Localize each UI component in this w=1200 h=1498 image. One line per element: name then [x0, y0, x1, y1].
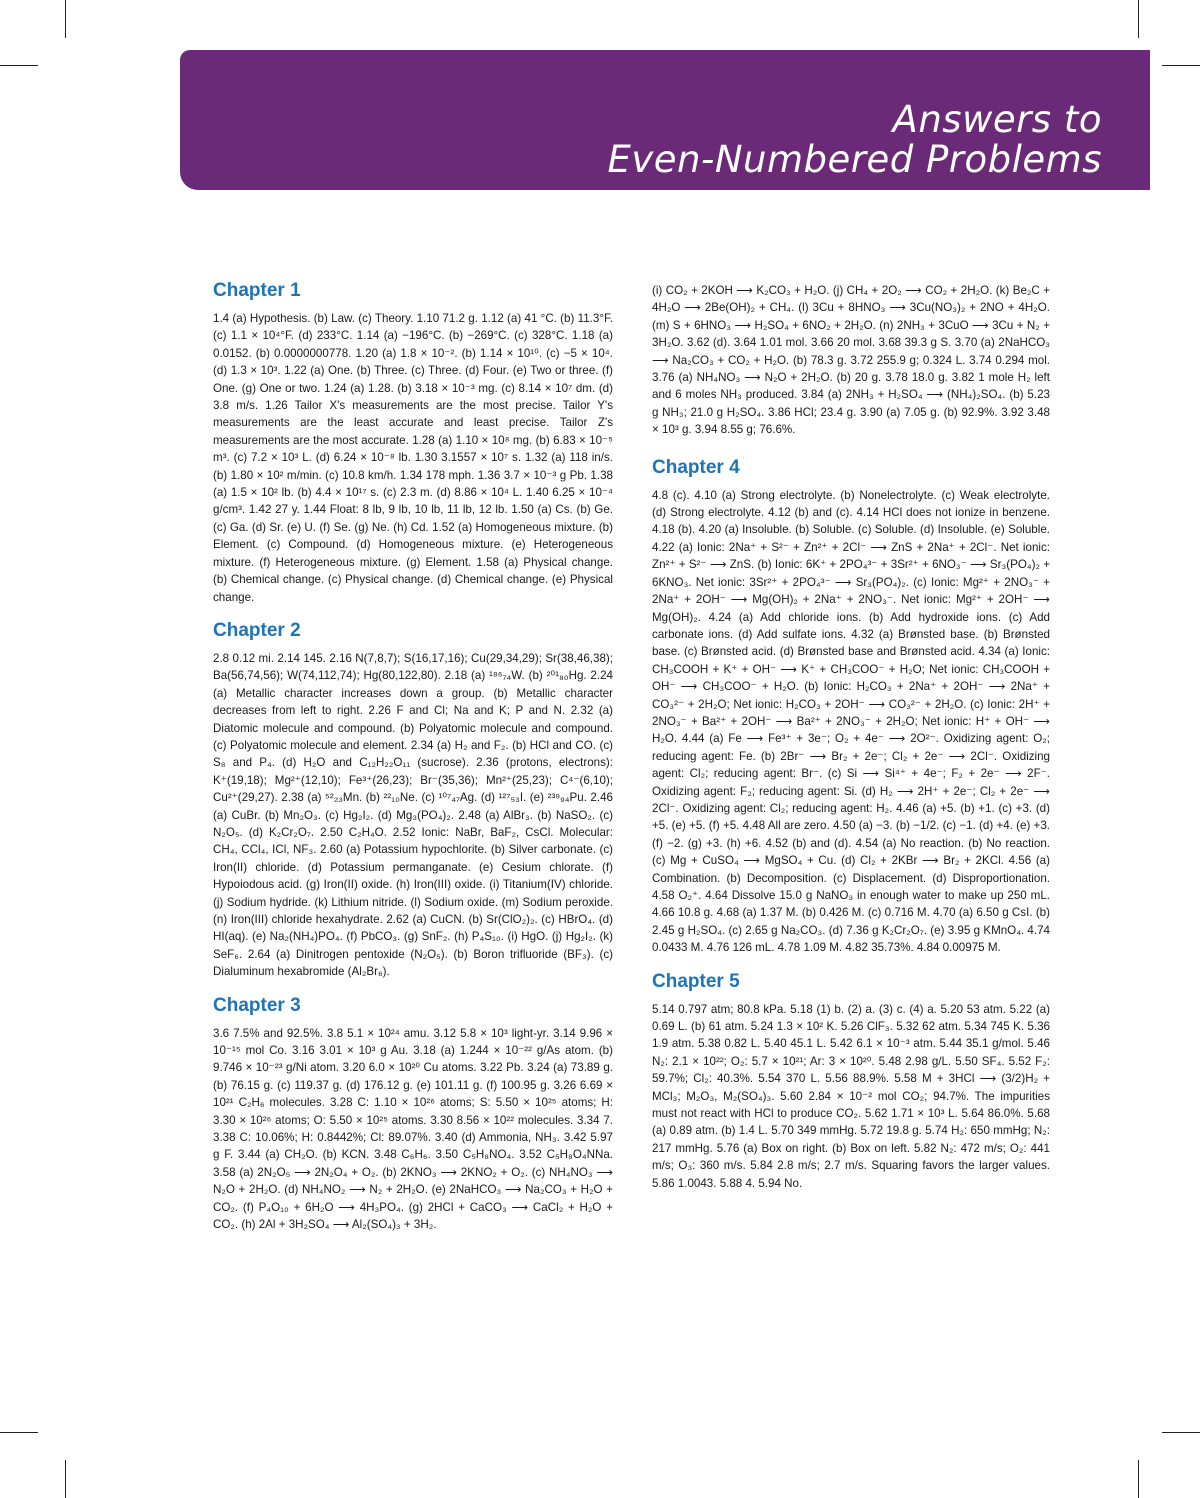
chapter-4-section — [652, 457, 1050, 957]
chapter-3-section — [213, 995, 613, 1234]
page-title-line1: Answers to — [892, 98, 1102, 141]
chapter-heading: Chapter 5 — [652, 970, 740, 992]
chapter-answers: 5.14 0.797 atm; 80.8 kPa. 5.18 (1) b. (2) a. (3) c. (4) a. 5.20 53 atm. 5.22 (a) 0.69 L. (b) 61 atm. 5.24 1.3 × 10² K. 5.26 ClF₃. 5.32 62 atm. 5.34 745 K. 5.36 1.9 atm. 5.38 0.82 L. 5.40 45.1 L. 5.42 6.1 × 10⁻³ atm. 5.44 35.1 g/mol. 5.46 N₂: 2.1 × 10²²; O₂: 5.7 × 10²¹; Ar: 3 × 10²⁰. 5.48 2.98 g/L. 5.50 SF₄. 5.52 F₂: 59.7%; Cl₂: 40.3%. 5.54 370 L. 5.56 88.9%. 5.58 M + 3HCl ⟶ (3/2)H₂ + MCl₃; M₂O₃, M₂(SO₄)₃. 5.60 2.84 × 10⁻² mol CO₂; 94.7%. The impurities must not react with HCl to produce CO₂. 5.62 1.71 × 10³ L. 5.64 86.0%. 5.68 (a) 0.89 atm. (b) 1.4 L. 5.70 349 mmHg. 5.72 19.8 g. 5.74 H₂: 650 mmHg; N₂: 217 mmHg. 5.76 (a) Box on right. (b) Box on left. 5.82 N₂: 472 m/s; O₂: 441 m/s; O₃: 360 m/s. 5.84 2.8 m/s; 2.7 m/s. Squaring favors the larger values. 5.86 1.0043. 5.88 4. 5.94 No. — [652, 1002, 1050, 1190]
chapter-heading: Chapter 2 — [213, 619, 301, 641]
chapter-heading: Chapter 3 — [213, 994, 301, 1016]
crop-mark — [0, 1432, 38, 1433]
crop-mark — [1138, 1460, 1139, 1498]
chapter-heading: Chapter 1 — [213, 280, 301, 301]
right-column — [652, 282, 1050, 1206]
crop-mark — [65, 0, 66, 38]
chapter-answers: 4.8 (c). 4.10 (a) Strong electrolyte. (b) Nonelectrolyte. (c) Weak electrolyte. (d) Strong electrolyte. 4.12 (b) and (c). 4.14 HCl does not ionize in benzene. 4.18 (b). 4.20 (a) Insoluble. (b) Soluble. (c) Soluble. (d) Insoluble. (e) Soluble. 4.22 (a) Ionic: 2Na⁺ + S²⁻ + Zn²⁺ + 2Cl⁻ ⟶ ZnS + 2Na⁺ + 2Cl⁻. Net ionic: Zn²⁺ + S²⁻ ⟶ ZnS. (b) Ionic: 6K⁺ + 2PO₄³⁻ + 3Sr²⁺ + 6NO₃⁻ ⟶ Sr₃(PO₄)₂ + 6KNO₃. Net ionic: 3Sr²⁺ + 2PO₄³⁻ ⟶ Sr₃(PO₄)₂. (c) Ionic: Mg²⁺ + 2NO₃⁻ + 2Na⁺ + 2OH⁻ ⟶ Mg(OH)₂ + 2Na⁺ + 2NO₃⁻. Net ionic: Mg²⁺ + 2OH⁻ ⟶ Mg(OH)₂. 4.24 (a) Add chloride ions. (b) Add hydroxide ions. (c) Add carbonate ions. (d) Add sulfate ions. 4.32 (a) Brønsted base. (b) Brønsted base. (c) Brønsted acid. (d) Brønsted base and Brønsted acid. 4.34 (a) Ionic: CH₃COOH + K⁺ + OH⁻ ⟶ K⁺ + CH₃COO⁻ + H₂O; Net ionic: CH₃COOH + OH⁻ ⟶ CH₃COO⁻ + H₂O. (b) Ionic: H₂CO₃ + 2Na⁺ + 2OH⁻ ⟶ 2Na⁺ + CO₃²⁻ + 2H₂O; Net ionic: H₂CO₃ + 2OH⁻ ⟶ CO₃²⁻ + 2H₂O. (c) Ionic: 2H⁺ + 2NO₃⁻ + Ba²⁺ + 2OH⁻ ⟶ Ba²⁺ + 2NO₃⁻ + 2H₂O; Net ionic: H⁺ + OH⁻ ⟶ H₂O. 4.44 (a) Fe ⟶ Fe³⁺ + 3e⁻; O₂ + 4e⁻ ⟶ 2O²⁻. Oxidizing agent: O₂; reducing agent: Fe. (b) 2Br⁻ ⟶ Br₂ + 2e⁻; Cl₂ + 2e⁻ ⟶ 2Cl⁻. Oxidizing agent: Cl₂; reducing agent: Br⁻. (c) Si ⟶ Si⁴⁺ + 4e⁻; F₂ + 2e⁻ ⟶ 2F⁻. Oxidizing agent: F₂; reducing agent: Si. (d) H₂ ⟶ 2H⁺ + 2e⁻; Cl₂ + 2e⁻ ⟶ 2Cl⁻. Oxidizing agent: Cl₂; reducing agent: H₂. 4.46 (a) +5. (b) +1. (c) +3. (d) +5. (e) +5. (f) +5. 4.48 All are zero. 4.50 (a) −3. (b) −1/2. (c) −1. (d) +4. (e) +3. (f) −2. (g) +3. (h) +6. 4.52 (b) and (d). 4.54 (a) No reaction. (b) No reaction. (c) Mg + CuSO₄ ⟶ MgSO₄ + Cu. (d) Cl₂ + 2KBr ⟶ Br₂ + 2KCl. 4.56 (a) Combination. (b) Decomposition. (c) Displacement. (d) Disproportionation. 4.58 O₂⁺. 4.64 Dissolve 15.0 g NaNO₃ in enough water to make up 250 mL. 4.66 10.8 g. 4.68 (a) 1.37 M. (b) 0.426 M. (c) 0.716 M. 4.70 (a) 6.50 g CsI. (b) 2.45 g H₂SO₄. (c) 2.65 g Na₂CO₃. (d) 7.36 g K₂Cr₂O₇. (e) 3.95 g KMnO₄. 4.74 0.0433 M. 4.76 126 mL. 4.78 1.09 M. 4.82 35.73%. 4.84 0.00975 M. — [652, 488, 1050, 955]
chapter-5-section — [652, 971, 1050, 1192]
page-title-line2: Even-Numbered Problems — [607, 138, 1102, 181]
crop-mark — [1162, 1432, 1200, 1433]
chapter-1-section — [213, 280, 613, 606]
chapter-heading: Chapter 4 — [652, 456, 740, 478]
crop-mark — [65, 1460, 66, 1498]
crop-mark — [1138, 0, 1139, 38]
chapter-answers: 3.6 7.5% and 92.5%. 3.8 5.1 × 10²⁴ amu. 3.12 5.8 × 10³ light-yr. 3.14 9.96 × 10⁻¹⁵ mol Co. 3.16 3.01 × 10³ g Au. 3.18 (a) 1.244 × 10⁻²² g/As atom. (b) 9.746 × 10⁻²³ g/Ni atom. 3.20 6.0 × 10²⁰ Cu atoms. 3.22 Pb. 3.24 (a) 73.89 g. (b) 76.15 g. (c) 119.37 g. (d) 176.12 g. (e) 101.11 g. (f) 100.95 g. 3.26 6.69 × 10²¹ C₂H₆ molecules. 3.28 C: 1.10 × 10²⁶ atoms; S: 5.50 × 10²⁵ atoms; H: 3.30 × 10²⁶ atoms; O: 5.50 × 10²⁵ atoms. 3.30 8.56 × 10²² molecules. 3.34 7. 3.38 C: 10.06%; H: 0.8442%; Cl: 89.07%. 3.40 (d) Ammonia, NH₃. 3.42 5.97 g F. 3.44 (a) CH₂O. (b) KCN. 3.48 C₆H₆. 3.50 C₅H₈NO₄. 3.52 C₅H₈O₄NNa. 3.58 (a) 2N₂O₅ ⟶ 2N₂O₄ + O₂. (b) 2KNO₃ ⟶ 2KNO₂ + O₂. (c) NH₄NO₃ ⟶ N₂O + 2H₂O. (d) NH₄NO₂ ⟶ N₂ + 2H₂O. (e) 2NaHCO₃ ⟶ Na₂CO₃ + H₂O + CO₂. (f) P₄O₁₀ + 6H₂O ⟶ 4H₃PO₄. (g) 2HCl + CaCO₃ ⟶ CaCl₂ + H₂O + CO₂. (h) 2Al + 3H₂SO₄ ⟶ Al₂(SO₄)₃ + 3H₂. — [213, 1026, 613, 1232]
chapter-answers: 1.4 (a) Hypothesis. (b) Law. (c) Theory. 1.10 71.2 g. 1.12 (a) 41 °C. (b) 11.3°F. (c) 1.1 × 10⁴°F. (d) 233°C. 1.14 (a) −196°C. (b) −269°C. (c) 328°C. 1.18 (a) 0.0152. (b) 0.0000000778. 1.20 (a) 1.8 × 10⁻². (b) 1.14 × 10¹⁰. (c) −5 × 10⁴. (d) 1.3 × 10³. 1.22 (a) One. (b) Three. (c) Three. (d) Four. (e) Two or three. (f) One. (g) One or two. 1.24 (a) 1.28. (b) 3.18 × 10⁻³ mg. (c) 8.14 × 10⁷ dm. (d) 3.8 m/s. 1.26 Tailor X's measurements are the most precise. Tailor Y's measurements are the least accurate and least precise. Tailor Z's measurements are the most accurate. 1.28 (a) 1.10 × 10⁸ mg. (b) 6.83 × 10⁻⁵ m³. (c) 7.2 × 10³ L. (d) 6.24 × 10⁻⁸ lb. 1.30 3.1557 × 10⁷ s. 1.32 (a) 118 in/s. (b) 1.80 × 10² m/min. (c) 10.8 km/h. 1.34 178 mph. 1.36 3.7 × 10⁻³ g Pb. 1.38 (a) 1.5 × 10² lb. (b) 4.4 × 10¹⁷ s. (c) 2.3 m. (d) 8.86 × 10⁴ L. 1.40 6.25 × 10⁻⁴ g/cm³. 1.42 27 y. 1.44 Float: 8 lb, 9 lb, 10 lb, 11 lb, 12 lb. 1.50 (a) Cs. (b) Ge. (c) Ga. (d) Sr. (e) U. (f) Se. (g) Ne. (h) Cd. 1.52 (a) Homogeneous mixture. (b) Element. (c) Compound. (d) Homogeneous mixture. (e) Heterogeneous mixture. (f) Heterogeneous mixture. (g) Element. 1.58 (a) Physical change. (b) Chemical change. (c) Physical change. (d) Chemical change. (e) Physical change. — [213, 312, 613, 604]
page-title — [608, 100, 1103, 180]
crop-mark — [1162, 65, 1200, 66]
crop-mark — [0, 65, 38, 66]
chapter-2-section — [213, 620, 613, 981]
chapter-answers: 2.8 0.12 mi. 2.14 145. 2.16 N(7,8,7); S(16,17,16); Cu(29,34,29); Sr(38,46,38); Ba(56,74,56); W(74,112,74); Hg(80,122,80). 2.18 (a) ¹⁸⁶₇₄W. (b) ²⁰¹₈₀Hg. 2.24 (a) Metallic character increases down a group. (b) Metallic character decreases from left to right. 2.26 F and Cl; Na and K; P and N. 2.32 (a) Diatomic molecule and compound. (b) Polyatomic molecule and compound. (c) Polyatomic molecule and element. 2.34 (a) H₂ and F₂. (b) HCl and CO. (c) S₈ and P₄. (d) H₂O and C₁₂H₂₂O₁₁ (sucrose). 2.36 (protons, electrons): K⁺(19,18); Mg²⁺(12,10); Fe³⁺(26,23); Br⁻(35,36); Mn²⁺(25,23); C⁴⁻(6,10); Cu²⁺(29,27). 2.38 (a) ⁵²₂₃Mn. (b) ²²₁₀Ne. (c) ¹⁰⁷₄₇Ag. (d) ¹²⁷₅₃I. (e) ²³⁹₉₄Pu. 2.46 (a) CuBr. (b) Mn₂O₃. (c) Hg₂I₂. (d) Mg₃(PO₄)₂. 2.48 (a) AlBr₃. (b) NaSO₂. (c) N₂O₅. (d) K₂Cr₂O₇. 2.50 C₂H₄O. 2.52 Ionic: NaBr, BaF₂, CsCl. Molecular: CH₄, CCl₄, ICl, NF₃. 2.60 (a) Potassium hypochlorite. (b) Silver carbonate. (c) Iron(II) chloride. (d) Potassium permanganate. (e) Cesium chlorate. (f) Hypoiodous acid. (g) Iron(II) oxide. (h) Iron(III) oxide. (i) Titanium(IV) chloride. (j) Sodium hydride. (k) Lithium nitride. (l) Sodium oxide. (m) Sodium peroxide. (n) Iron(III) chloride hexahydrate. 2.62 (a) CuCN. (b) Sr(ClO₂)₂. (c) HBrO₄. (d) HI(aq). (e) Na₂(NH₄)PO₄. (f) PbCO₃. (g) SnF₂. (h) P₄S₁₀. (i) HgO. (j) Hg₂I₂. (k) SeF₆. 2.64 (a) Dinitrogen pentoxide (N₂O₅). (b) Boron trifluoride (BF₃). (c) Dialuminum hexabromide (Al₂Br₆). — [213, 651, 613, 979]
chapter-3-continued — [652, 282, 1050, 439]
left-column — [213, 280, 613, 1248]
chapter-answers: (i) CO₂ + 2KOH ⟶ K₂CO₃ + H₂O. (j) CH₄ + 2O₂ ⟶ CO₂ + 2H₂O. (k) Be₂C + 4H₂O ⟶ 2Be(OH)₂ + CH₄. (l) 3Cu + 8HNO₃ ⟶ 3Cu(NO₃)₂ + 2NO + 4H₂O. (m) S + 6HNO₃ ⟶ H₂SO₄ + 6NO₂ + 2H₂O. (n) 2NH₃ + 3CuO ⟶ 3Cu + N₂ + 3H₂O. 3.62 (d). 3.64 1.01 mol. 3.66 20 mol. 3.68 39.3 g S. 3.70 (a) 2NaHCO₃ ⟶ Na₂CO₃ + CO₂ + H₂O. (b) 78.3 g. 3.72 255.9 g; 0.324 L. 3.74 0.294 mol. 3.76 (a) NH₄NO₃ ⟶ N₂O + 2H₂O. (b) 20 g. 3.78 18.0 g. 3.82 1 mole H₂ left and 6 moles NH₃ produced. 3.84 (a) 2NH₃ + H₂SO₄ ⟶ (NH₄)₂SO₄. (b) 5.23 g NH₃; 21.0 g H₂SO₄. 3.86 HCl; 23.4 g. 3.90 (a) 7.05 g. (b) 92.9%. 3.92 3.48 × 10³ g. 3.94 8.55 g; 76.6%. — [652, 284, 1050, 437]
